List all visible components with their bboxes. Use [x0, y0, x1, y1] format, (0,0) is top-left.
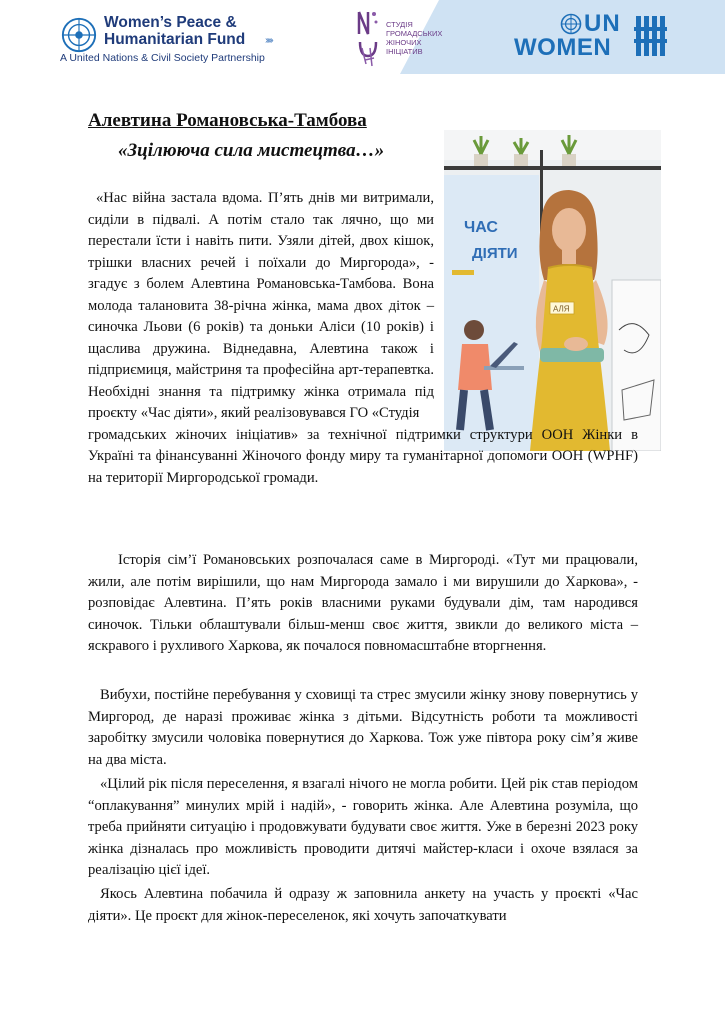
snu-text — [386, 20, 466, 56]
snu-logo — [356, 8, 466, 70]
banner-text-2: ДІЯТИ — [472, 245, 518, 262]
article-subtitle: «Зцілююча сила мистецтва…» — [118, 140, 385, 161]
snu-line3: ЖІНОЧИХ — [386, 38, 422, 47]
wphf-title-line1: Women’s Peace & — [104, 14, 237, 31]
wphf-logo — [60, 12, 310, 67]
snu-line2: ГРОМАДСЬКИХ — [386, 29, 443, 38]
paragraph-1-full-part: громадських жіночих ініціатив» за технічної підтримки структури ООН Жінки в Україні та фінансуванні Жіночого фонду миру та гуманітарної допомоги ООН (WPHF) на території Миргородської громади. — [88, 426, 638, 486]
un-women-logo — [514, 12, 674, 62]
snu-line1: СТУДІЯ — [386, 20, 413, 29]
banner-text-1: ЧАС — [464, 219, 498, 236]
article-paragraph-3: Вибухи, постійне перебування у сховищі та стрес змусили жінку знову повернутись у Миргород, де наразі проживає жінка з дітьми. Відсутність роботи та можливості заробітку змусили чоловіка повернутися до Харкова. Тож уже півтора року сім’я живе на два міста. — [88, 687, 638, 768]
article-paragraph-4: «Цілий рік після переселення, я взагалі нічого не могла робити. Цей рік став періодом “оплакування” минулих мрій і надій», - говорить жінка. Але Алевтина розуміла, що треба прийняти ситуацію і продовжувати будувати своє життя. Уже в березні 2023 року жінка дізналась про можливість проводити дитячі майстер-класи і охоче взялася за реалізацію цієї ідеї. — [88, 776, 638, 878]
wphf-subtitle: A United Nations & Civil Society Partnership — [60, 52, 265, 64]
un-women-women-text: WOMEN — [514, 34, 612, 61]
wphf-title-line2: Humanitarian Fund — [104, 31, 246, 48]
un-women-equality-icon — [634, 14, 668, 58]
page-header — [0, 0, 725, 76]
article-paragraph-1 — [88, 188, 638, 489]
article-title: Алевтина Романовська-Тамбова — [88, 110, 367, 131]
paragraph-1-wrapped-part: «Нас війна застала вдома. П’ять днів ми витримали, сиділи в підвалі. А потім стало так лячно, що ми перестали їсти і навіть пити. Узяли дітей, двох кішок, трішки власних речей і поїхали до Миргорода», - згадує з болем Алевтина Романовська-Тамбова. Вона молода талановита 38-річна жінка, мама двох діток – синочка Льови (6 років) та доньки Аліси (10 років) і щаслива дружина. Віднедавна, Алевтина також і підприємиця, майстриня та професійна арт-терапевтка. Необхідні знання та підтримку жінка отримала під проєкту «Час діяти», який реалізовувався ГО «Студія — [88, 190, 434, 421]
snu-emblem-icon — [356, 8, 380, 70]
un-emblem-icon — [60, 16, 98, 54]
un-women-globe-icon — [560, 13, 582, 35]
article-paragraph-2: Історія сім’ї Романовських розпочалася саме в Миргороді. «Тут ми працювали, жили, але потім вирішили, що нам Миргорода замало і ми вирушили до Харкова», - розповідає Алевтина. П’ять років власними руками будували дім, там народився синочок. Тільки облаштували більш-менш своє життя, звикли до великого міста – яскравого і рухливого Харкова, як почалося повномасштабне вторгнення. — [88, 552, 638, 654]
wphf-arrows-icon: ››››› — [265, 35, 272, 46]
un-women-un-text: UN — [584, 10, 621, 37]
wphf-title — [104, 14, 245, 48]
name-badge-text: АЛЯ — [553, 304, 570, 314]
article-paragraph-5: Якось Алевтина побачила й одразу ж заповнила анкету на участь у проєкті «Час діяти». Це проєкт для жінок-переселенок, які хочуть започаткувати — [88, 886, 638, 924]
snu-line4: ІНІЦІАТИВ — [386, 47, 423, 56]
